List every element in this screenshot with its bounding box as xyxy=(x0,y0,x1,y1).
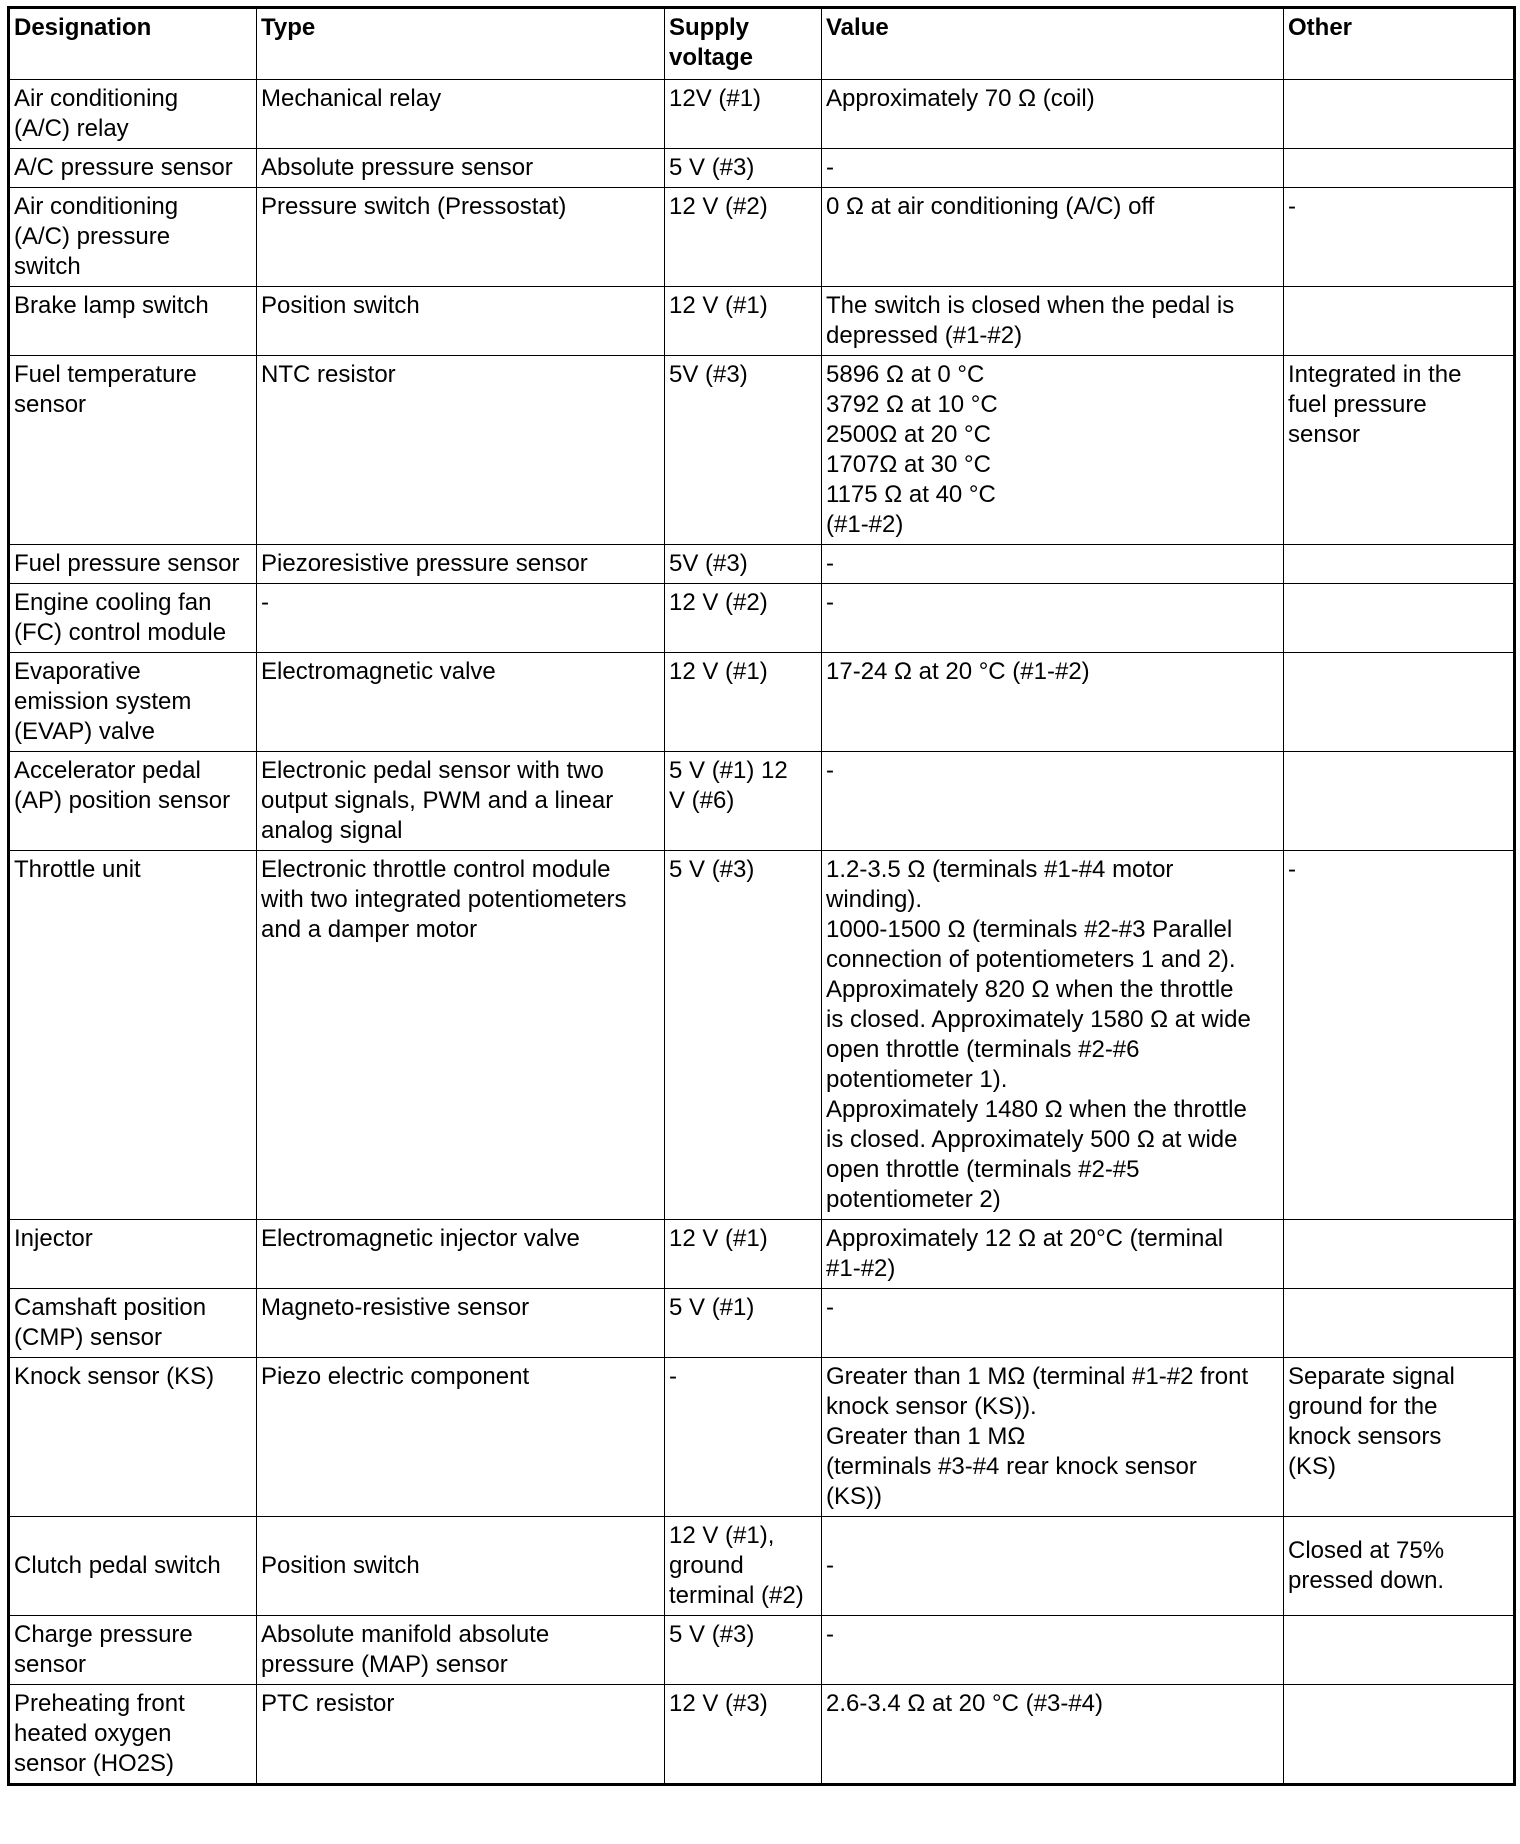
cell-other xyxy=(1284,752,1515,851)
cell-designation: Evaporative emission system (EVAP) valve xyxy=(9,653,257,752)
header-supply-voltage: Supply voltage xyxy=(665,8,822,80)
cell-type: Electronic pedal sensor with two output signals, PWM and a linear analog signal xyxy=(257,752,665,851)
cell-designation: Fuel temperature sensor xyxy=(9,356,257,545)
cell-supply-voltage: 5 V (#1) 12 V (#6) xyxy=(665,752,822,851)
cell-value: 0 Ω at air conditioning (A/C) off xyxy=(822,188,1284,287)
cell-supply-voltage: 5 V (#3) xyxy=(665,1616,822,1685)
header-value: Value xyxy=(822,8,1284,80)
cell-supply-voltage: 12 V (#2) xyxy=(665,584,822,653)
cell-other xyxy=(1284,545,1515,584)
cell-value: - xyxy=(822,149,1284,188)
cell-supply-voltage: 5 V (#3) xyxy=(665,149,822,188)
cell-designation: Air conditioning (A/C) relay xyxy=(9,80,257,149)
cell-other xyxy=(1284,1289,1515,1358)
cell-supply-voltage: 12 V (#1), ground terminal (#2) xyxy=(665,1517,822,1616)
cell-type: Position switch xyxy=(257,1517,665,1616)
cell-designation: Accelerator pedal (AP) position sensor xyxy=(9,752,257,851)
cell-designation: Camshaft position (CMP) sensor xyxy=(9,1289,257,1358)
cell-type: Electronic throttle control module with two integrated potentiometers and a damper motor xyxy=(257,851,665,1220)
header-type: Type xyxy=(257,8,665,80)
table-row xyxy=(9,752,1515,851)
table-row xyxy=(9,149,1515,188)
cell-value: The switch is closed when the pedal is depressed (#1-#2) xyxy=(822,287,1284,356)
cell-type: Piezoresistive pressure sensor xyxy=(257,545,665,584)
cell-designation: Knock sensor (KS) xyxy=(9,1358,257,1517)
cell-other xyxy=(1284,1616,1515,1685)
cell-value: 2.6-3.4 Ω at 20 °C (#3-#4) xyxy=(822,1685,1284,1785)
cell-other xyxy=(1284,149,1515,188)
cell-other xyxy=(1284,80,1515,149)
cell-value: - xyxy=(822,584,1284,653)
cell-value: 5896 Ω at 0 °C 3792 Ω at 10 °C 2500Ω at 20 °C 1707Ω at 30 °C 1175 Ω at 40 °C (#1-#2) xyxy=(822,356,1284,545)
cell-designation: Air conditioning (A/C) pressure switch xyxy=(9,188,257,287)
cell-supply-voltage: 12 V (#2) xyxy=(665,188,822,287)
table-row xyxy=(9,1358,1515,1517)
cell-designation: Engine cooling fan (FC) control module xyxy=(9,584,257,653)
cell-supply-voltage: 12 V (#1) xyxy=(665,1220,822,1289)
cell-other: - xyxy=(1284,851,1515,1220)
cell-designation: Injector xyxy=(9,1220,257,1289)
cell-other: Integrated in the fuel pressure sensor xyxy=(1284,356,1515,545)
table-row xyxy=(9,1616,1515,1685)
cell-type: Absolute manifold absolute pressure (MAP) sensor xyxy=(257,1616,665,1685)
cell-type: Piezo electric component xyxy=(257,1358,665,1517)
cell-other xyxy=(1284,1685,1515,1785)
cell-type: Pressure switch (Pressostat) xyxy=(257,188,665,287)
header-other: Other xyxy=(1284,8,1515,80)
cell-designation: Throttle unit xyxy=(9,851,257,1220)
cell-type: Electromagnetic valve xyxy=(257,653,665,752)
header-designation: Designation xyxy=(9,8,257,80)
table-row xyxy=(9,1517,1515,1616)
cell-value: 1.2-3.5 Ω (terminals #1-#4 motor winding). 1000-1500 Ω (terminals #2-#3 Parallel connection of potentiometers 1 and 2). Approximately 820 Ω when the throttle is closed. Approximately 1580 Ω at wide open throttle (terminals #2-#6 potentiometer 1). Approximately 1480 Ω when the throttle is closed. Approximately 500 Ω at wide open throttle (terminals #2-#5 potentiometer 2) xyxy=(822,851,1284,1220)
cell-type: PTC resistor xyxy=(257,1685,665,1785)
cell-designation: Preheating front heated oxygen sensor (HO2S) xyxy=(9,1685,257,1785)
table-row xyxy=(9,1289,1515,1358)
cell-value: Approximately 12 Ω at 20°C (terminal #1-#2) xyxy=(822,1220,1284,1289)
cell-type: Electromagnetic injector valve xyxy=(257,1220,665,1289)
cell-designation: Charge pressure sensor xyxy=(9,1616,257,1685)
cell-supply-voltage: 12 V (#1) xyxy=(665,653,822,752)
cell-supply-voltage: 5V (#3) xyxy=(665,545,822,584)
cell-type: Position switch xyxy=(257,287,665,356)
component-spec-table xyxy=(7,6,1516,1786)
cell-designation: Fuel pressure sensor xyxy=(9,545,257,584)
cell-supply-voltage: 12 V (#1) xyxy=(665,287,822,356)
table-row xyxy=(9,188,1515,287)
cell-value: 17-24 Ω at 20 °C (#1-#2) xyxy=(822,653,1284,752)
cell-value: Approximately 70 Ω (coil) xyxy=(822,80,1284,149)
cell-other xyxy=(1284,584,1515,653)
cell-supply-voltage: 12 V (#3) xyxy=(665,1685,822,1785)
cell-other: Separate signal ground for the knock sensors (KS) xyxy=(1284,1358,1515,1517)
table-row xyxy=(9,584,1515,653)
table-row xyxy=(9,653,1515,752)
table-row xyxy=(9,1685,1515,1785)
table-header-row xyxy=(9,8,1515,80)
cell-type: Mechanical relay xyxy=(257,80,665,149)
cell-other xyxy=(1284,287,1515,356)
cell-supply-voltage: 5 V (#3) xyxy=(665,851,822,1220)
cell-designation: A/C pressure sensor xyxy=(9,149,257,188)
cell-other: - xyxy=(1284,188,1515,287)
cell-supply-voltage: 12V (#1) xyxy=(665,80,822,149)
cell-supply-voltage: - xyxy=(665,1358,822,1517)
table-row xyxy=(9,545,1515,584)
cell-value: Greater than 1 MΩ (terminal #1-#2 front knock sensor (KS)). Greater than 1 MΩ (terminals #3-#4 rear knock sensor (KS)) xyxy=(822,1358,1284,1517)
cell-type: Magneto-resistive sensor xyxy=(257,1289,665,1358)
cell-type: Absolute pressure sensor xyxy=(257,149,665,188)
cell-supply-voltage: 5V (#3) xyxy=(665,356,822,545)
cell-other: Closed at 75% pressed down. xyxy=(1284,1517,1515,1616)
cell-other xyxy=(1284,1220,1515,1289)
table-row xyxy=(9,1220,1515,1289)
cell-value: - xyxy=(822,545,1284,584)
table-row xyxy=(9,851,1515,1220)
cell-designation: Brake lamp switch xyxy=(9,287,257,356)
cell-value: - xyxy=(822,1289,1284,1358)
cell-designation: Clutch pedal switch xyxy=(9,1517,257,1616)
cell-other xyxy=(1284,653,1515,752)
table-row xyxy=(9,287,1515,356)
cell-type: - xyxy=(257,584,665,653)
cell-value: - xyxy=(822,1517,1284,1616)
cell-type: NTC resistor xyxy=(257,356,665,545)
table-row xyxy=(9,356,1515,545)
cell-value: - xyxy=(822,1616,1284,1685)
cell-supply-voltage: 5 V (#1) xyxy=(665,1289,822,1358)
cell-value: - xyxy=(822,752,1284,851)
table-row xyxy=(9,80,1515,149)
